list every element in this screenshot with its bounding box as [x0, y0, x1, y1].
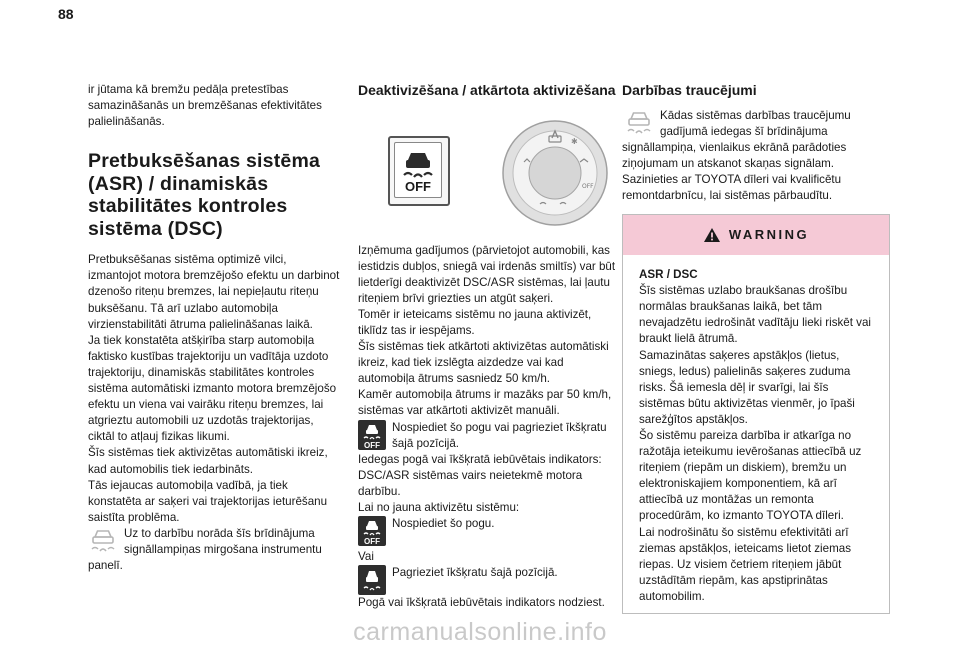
thumbwheel-dial[interactable]	[500, 118, 610, 228]
warning-title: WARNING	[728, 227, 810, 243]
body-paragraph: Tās iejaucas automobiļa vadībā, ja tiek konstatēta ar saķeri vai trajektorijas ieturēšanu saistīta problēma.	[88, 478, 328, 524]
step3-text: Pagrieziet īkšķratu šajā pozīcijā.	[392, 566, 558, 580]
step-press	[358, 516, 620, 546]
watermark: carmanualsonline.info	[353, 618, 607, 646]
warning-paragraph: Lai nodrošinātu šo sistēmu efektivitāti arī ziemas apstākļos, ieteicams lietot ziemas riepas. Uz visiem četriem riteņiem jābūt uzstādītām riepām, kas apstiprinātas automobilim.	[639, 525, 851, 603]
step-turn	[358, 565, 620, 595]
step1-text: Nospiediet šo pogu vai pagrieziet īkšķratu šajā pozīcijā.	[392, 420, 607, 450]
svg-text:OFF: OFF	[582, 182, 594, 190]
body-paragraph: Kamēr automobiļa ātrums ir mazāks par 50 km/h, sistēmas var atkārtoti aktivizēt manuāli.	[358, 388, 612, 418]
body-paragraph: Tomēr ir ieteicams sistēmu no jauna aktivizēt, tiklīdz tas ir iespējams.	[358, 307, 592, 337]
page-number: 88	[58, 6, 74, 22]
dsc-off-button[interactable]	[388, 136, 450, 206]
column-3	[622, 82, 890, 614]
warning-lamp-note	[88, 526, 340, 574]
body-paragraph: Lai no jauna aktivizētu sistēmu:	[358, 501, 520, 514]
skid-car-outline-icon	[88, 526, 118, 554]
svg-text:✱: ✱	[571, 136, 578, 146]
warning-box	[622, 214, 890, 614]
or-label: Vai	[358, 550, 374, 564]
dsc-off-icon	[358, 516, 386, 546]
intro-text: ir jūtama kā bremžu pedāļa pretestības samazināšanās un bremzēšanas efektivitātes palielināšanās.	[88, 83, 322, 129]
warning-triangle-icon	[703, 227, 721, 243]
malfunction-note	[622, 108, 890, 205]
warning-paragraph: Šīs sistēmas uzlabo braukšanas drošību normālas braukšanas laikā, bet tām nevajadzētu iedrošināt vadītāju lieki riskēt vai braukt lielā ātrumā.	[639, 284, 871, 346]
body-paragraph: Šīs sistēmas tiek aktivizētas automātiski ikreiz, kad automobilis tiek iedarbināts.	[88, 446, 328, 476]
body-paragraph: Izņēmuma gadījumos (pārvietojot automobili, kas iestidzis dubļos, sniegā vai irdenās smiltīs) var būt lietderīgi deaktivizēt DSC/ASR sistēmas, lai ļautu riteņiem brīvi griezties un atgūt saķeri.	[358, 243, 616, 305]
body-paragraph: Pretbuksēšanas sistēma optimizē vilci, izmantojot motora bremzējošo efektu un darbinot dzenošo riteņu bremzes, lai nepieļautu riteņu buksēšanu. Tā arī uzlabo automobiļa virzienstabilitāti ātruma palielināšanas laikā.	[88, 253, 340, 331]
body-paragraph: Iedegas pogā vai īkšķratā iebūvētais indikators: DSC/ASR sistēmas vairs neietekmē motora darbību.	[358, 452, 602, 498]
warning-paragraph: Samazinātas saķeres apstākļos (lietus, sniegs, ledus) palielinās saķeres zuduma risks. Šā iemesla dēļ ir svarīgi, lai šīs sistēmas būtu aktivizētas vienmēr, jo īpaši sarežģītos apstākļos.	[639, 348, 855, 426]
section-heading-deactivation: Deaktivizēšana / atkārtota aktivizēšana	[358, 82, 616, 98]
section-heading-asr-dsc: Pretbuksēšanas sistēma (ASR) / dinamiskās stabilitātes kontroles sistēma (DSC)	[88, 150, 321, 240]
svg-text:OFF: OFF	[364, 440, 380, 450]
dsc-off-icon	[358, 420, 386, 450]
body-paragraph: Šīs sistēmas tiek atkārtoti aktivizētas automātiski ikreiz, kad tiek izslēgta aizdedze vai kad automobiļa ātrums sasniedz 50 km/h.	[358, 340, 609, 386]
warning-header	[623, 215, 889, 255]
off-label: OFF	[405, 178, 431, 194]
section-heading-malfunction: Darbības traucējumi	[622, 82, 757, 98]
column-1	[88, 82, 340, 574]
warning-paragraph: Šo sistēmu pareiza darbība ir atkarīga no ražotāja ieteikumu ievērošanas attiecībā uz riteņiem (riepām un diskiem), bremžu un elektroniskajiem komponentiem, kā arī attiecībā uz montāžas un remonta procedūrām, ko izmanto TOYOTA dīleri.	[639, 429, 862, 523]
malfunction-text: Kādas sistēmas darbības traucējumu gadījumā iedegas šī brīdinājuma signāllampiņa, vienlaikus ekrānā parādoties ziņojumam un atskanot skaņas signālam. Sazinieties ar TOYOTA dīleri vai kvalificētu remontdarbnīcu, lai sistēmas pārbaudītu.	[622, 108, 851, 202]
step-press-or-turn	[358, 420, 620, 452]
final-text: Pogā vai īkšķratā iebūvētais indikators nodziest.	[358, 596, 605, 610]
step2-text: Nospiediet šo pogu.	[392, 517, 495, 531]
warning-subtitle: ASR / DSC	[639, 268, 698, 282]
control-images	[358, 110, 620, 235]
svg-text:OFF: OFF	[364, 537, 380, 547]
body-paragraph: Ja tiek konstatēta atšķirība starp automobiļa faktisko kustības trajektoriju un vadītāja uzdoto trajektoriju, dinamiskās stabilitātes kontroles sistēma automātiski izmanto motora bremzējošo efektu un viena vai vairāku riteņu bremzes, lai atgrieztu automobili uz uzdotās trajektorijas, ciktāl to atļauj fizikas likumi.	[88, 333, 337, 444]
warning-lamp-note-text: Uz to darbību norāda šīs brīdinājuma signāllampiņas mirgošana instrumentu panelī.	[88, 526, 322, 573]
warning-body	[623, 255, 889, 613]
skid-car-outline-icon	[624, 108, 654, 136]
skid-car-icon	[395, 147, 441, 179]
column-2	[358, 82, 620, 611]
skid-car-icon	[358, 565, 386, 595]
